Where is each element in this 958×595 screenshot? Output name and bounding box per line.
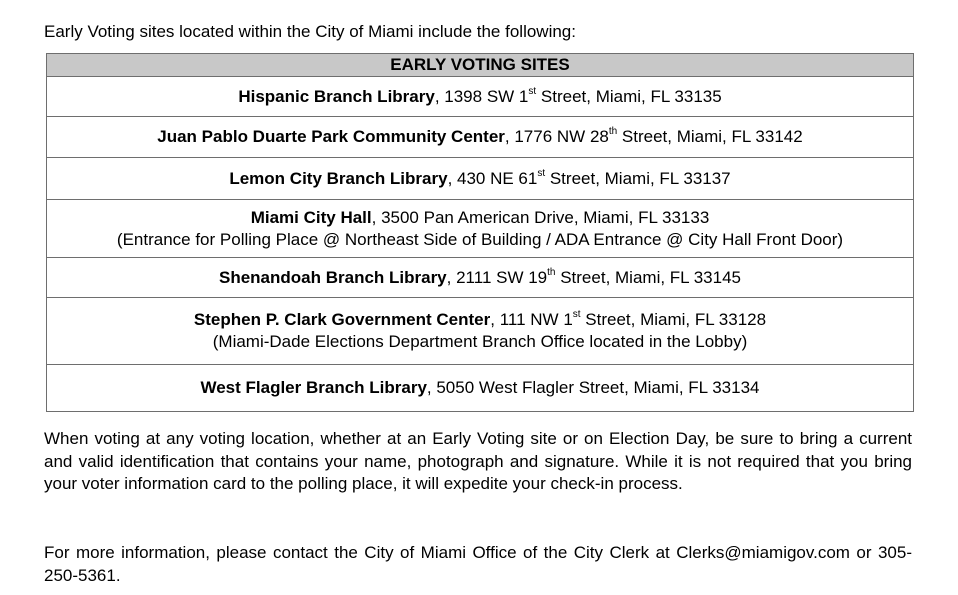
site-address: , 1776 NW 28 (504, 127, 609, 146)
site-name: Juan Pablo Duarte Park Community Center (157, 127, 505, 146)
site-address-rest: Street, Miami, FL 33145 (555, 267, 741, 287)
site-address: , 3500 Pan American Drive, Miami, FL 33133 (371, 207, 710, 227)
table-row (47, 365, 914, 412)
ordinal-suffix: st (572, 309, 581, 321)
site-cell (47, 258, 914, 298)
site-name: Lemon City Branch Library (229, 168, 448, 188)
contact-paragraph: For more information, please contact the City of Miami Office of the City Clerk at Clerks@miamigov.com or 305-250-5361. (44, 543, 912, 585)
site-cell (47, 365, 914, 412)
table-row (47, 258, 914, 298)
site-name: Shenandoah Branch Library (218, 267, 447, 287)
site-line (47, 309, 913, 331)
site-address-rest: Street, Miami, FL 33128 (580, 310, 767, 329)
site-line (47, 207, 913, 229)
site-address: , 2111 SW 19 (446, 267, 548, 287)
site-cell (47, 77, 914, 117)
site-address: , 1398 SW 1 (434, 86, 529, 106)
table-row (47, 298, 914, 365)
ordinal-suffix: th (608, 126, 618, 138)
table-row (47, 200, 914, 258)
site-note: (Miami-Dade Elections Department Branch Office located in the Lobby) (212, 332, 748, 351)
site-address-rest: Street, Miami, FL 33135 (536, 86, 722, 106)
site-name: Hispanic Branch Library (238, 86, 435, 106)
site-address-rest: Street, Miami, FL 33137 (545, 168, 731, 188)
site-name: West Flagler Branch Library (200, 378, 427, 397)
site-address: , 5050 West Flagler Street, Miami, FL 33134 (426, 378, 760, 397)
site-address: , 111 NW 1 (490, 310, 573, 329)
site-cell (47, 298, 914, 365)
early-voting-sites-table (46, 53, 914, 412)
site-note: (Entrance for Polling Place @ Northeast Side of Building / ADA Entrance @ City Hall Front Door) (116, 229, 844, 249)
site-cell (47, 117, 914, 158)
table-header: EARLY VOTING SITES (47, 54, 914, 77)
site-address: , 430 NE 61 (447, 168, 538, 188)
identification-paragraph: When voting at any voting location, whether at an Early Voting site or on Election Day, be sure to bring a current and valid identification that contains your name, photograph and signature. While it is not required that you bring your voter information card to the polling place, it will expedite your check-in process. (44, 429, 912, 493)
site-address-rest: Street, Miami, FL 33142 (617, 127, 803, 146)
site-cell (47, 158, 914, 200)
site-name: Stephen P. Clark Government Center (193, 310, 491, 329)
ordinal-suffix: th (547, 266, 556, 278)
ordinal-suffix: st (528, 85, 537, 97)
table-row (47, 158, 914, 200)
intro-text: Early Voting sites located within the City of Miami include the following: (44, 22, 576, 41)
table-row (47, 77, 914, 117)
table-header-row (47, 54, 914, 77)
ordinal-suffix: st (537, 167, 546, 179)
table-row (47, 117, 914, 158)
site-cell (47, 200, 914, 258)
site-name: Miami City Hall (250, 207, 372, 227)
